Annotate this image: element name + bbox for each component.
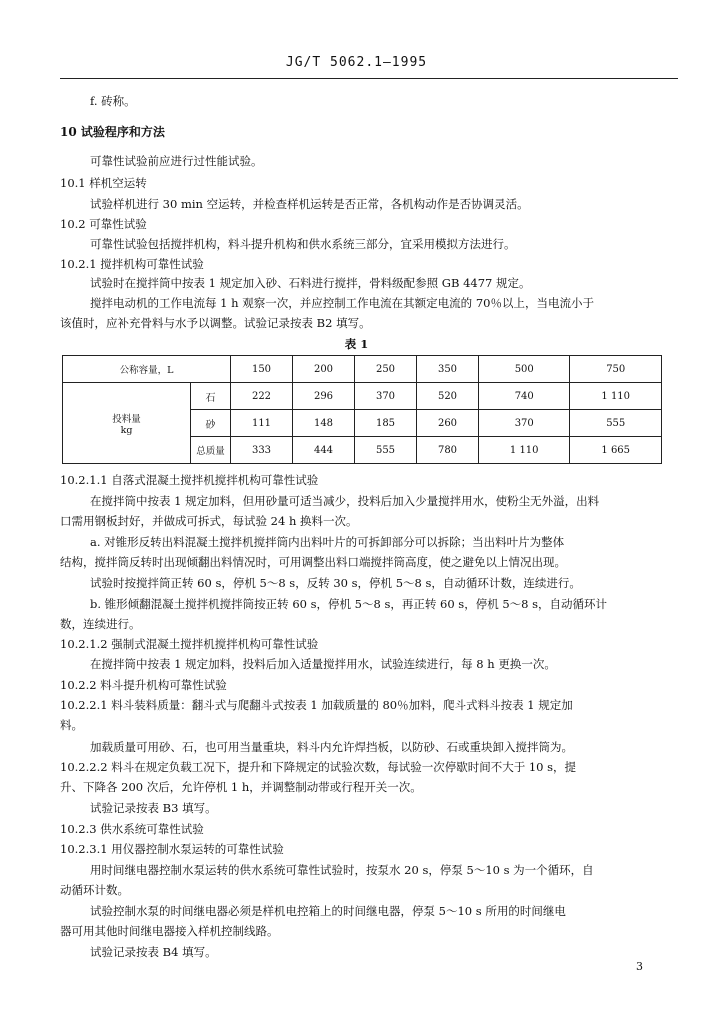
section-10-2-1-heading: 10.2.1 搅拌机构可靠性试验	[60, 257, 204, 271]
table-cell: 370	[355, 383, 417, 410]
row-name: 砂	[191, 410, 231, 437]
item-b-line-1: b. 锥形倾翻混凝土搅拌机搅拌筒按正转 60 s，停机 5～8 s，再正转 60 s，停机 5～8 s，自动循环计	[90, 597, 608, 611]
section-10-2-2-2-line-1: 10.2.2.2 料斗在规定负载工况下，提升和下降规定的试验次数，每试验一次停歇时间不大于 10 s，提	[60, 760, 577, 774]
capacity-cell: 350	[417, 356, 479, 383]
table-cell: 740	[479, 383, 570, 410]
section-10-2-3-1-text-2b: 器可用其他时间继电器接入样机控制线路。	[60, 924, 279, 938]
table-cell: 296	[293, 383, 355, 410]
section-10-2-1-text-2b: 该值时，应补充骨料与水予以调整。试验记录按表 B2 填写。	[60, 316, 371, 330]
section-10-1-heading: 10.1 样机空运转	[60, 176, 147, 190]
table-cell: 444	[293, 437, 355, 464]
section-10-2-1-2-text: 在搅拌筒中按表 1 规定加料，投料后加入适量搅拌用水，试验连续进行，每 8 h 更换一次。	[90, 657, 556, 671]
table-cell: 1 110	[570, 383, 662, 410]
section-10-2-2-1-line-2: 料。	[60, 718, 83, 732]
capacity-cell: 200	[293, 356, 355, 383]
table-cell: 333	[231, 437, 293, 464]
section-10-2-1-1-text-a: 在搅拌筒中按表 1 规定加料，但用砂量可适当减少，投料后加入少量搅拌用水，使粉尘无外溢，出料	[90, 494, 600, 508]
table-cell: 260	[417, 410, 479, 437]
section-10-2-3-heading: 10.2.3 供水系统可靠性试验	[60, 822, 204, 836]
table-1	[62, 355, 662, 464]
section-10-2-1-1-heading: 10.2.1.1 自落式混凝土搅拌机搅拌机构可靠性试验	[60, 473, 319, 487]
table-cell: 222	[231, 383, 293, 410]
section-10-text: 可靠性试验前应进行过性能试验。	[90, 154, 263, 168]
capacity-cell: 150	[231, 356, 293, 383]
section-10-2-heading: 10.2 可靠性试验	[60, 217, 147, 231]
list-item-f: f. 砖称。	[90, 94, 136, 108]
page-number: 3	[636, 960, 643, 973]
section-10-2-text: 可靠性试验包括搅拌机构，料斗提升机构和供水系统三部分，宜采用模拟方法进行。	[90, 237, 516, 251]
section-10-2-3-1-heading: 10.2.3.1 用仪器控制水泵运转的可靠性试验	[60, 842, 284, 856]
document-header: JG/T 5062.1—1995	[285, 55, 428, 70]
row-name: 石	[191, 383, 231, 410]
table-row-stone	[63, 383, 662, 410]
capacity-cell: 500	[479, 356, 570, 383]
table-cell: 520	[417, 383, 479, 410]
section-10-2-3-1-text-1b: 动循环计数。	[60, 883, 129, 897]
item-a-line-1: a. 对锥形反转出料混凝土搅拌机搅拌筒内出料叶片的可拆卸部分可以拆除；当出料叶片为整体	[90, 535, 565, 549]
item-b-line-2: 数，连续进行。	[60, 617, 141, 631]
section-10-2-2-2-line-2: 升、下降各 200 次后，允许停机 1 h，并调整制动带或行程开关一次。	[60, 780, 422, 794]
table-cell: 111	[231, 410, 293, 437]
section-10-1-text: 试验样机进行 30 min 空运转，并检查样机运转是否正常，各机构动作是否协调灵活。	[90, 197, 529, 211]
capacity-label: 公称容量，L	[63, 356, 231, 383]
section-10-2-1-2-heading: 10.2.1.2 强制式混凝土搅拌机搅拌机构可靠性试验	[60, 637, 319, 651]
table-cell: 185	[355, 410, 417, 437]
header-rule	[60, 78, 678, 79]
table-cell: 780	[417, 437, 479, 464]
table-row-capacity	[63, 356, 662, 383]
section-10-2-2-2-text: 试验记录按表 B3 填写。	[90, 801, 217, 815]
section-10-heading: 10 试验程序和方法	[60, 125, 165, 139]
section-10-2-3-1-text-3: 试验记录按表 B4 填写。	[90, 945, 217, 959]
load-group-label	[63, 383, 191, 464]
table-caption: 表 1	[344, 337, 369, 351]
section-10-2-3-1-text-1a: 用时间继电器控制水泵运转的供水系统可靠性试验时，按泵水 20 s，停泵 5～10 s 为一个循环，自	[90, 863, 594, 877]
capacity-cell: 750	[570, 356, 662, 383]
capacity-cell: 250	[355, 356, 417, 383]
load-label: 投料量	[112, 413, 141, 425]
section-10-2-1-text-2a: 搅拌电动机的工作电流每 1 h 观察一次，并应控制工作电流在其额定电流的 70％以上，当电流小于	[90, 296, 594, 310]
table-cell: 370	[479, 410, 570, 437]
table-cell: 555	[570, 410, 662, 437]
row-name: 总质量	[191, 437, 231, 464]
section-10-2-3-1-text-2a: 试验控制水泵的时间继电器必须是样机电控箱上的时间继电器，停泵 5～10 s 所用的时间继电	[90, 904, 566, 918]
table-cell: 148	[293, 410, 355, 437]
section-10-2-2-heading: 10.2.2 料斗提升机构可靠性试验	[60, 678, 227, 692]
table-cell: 1 110	[479, 437, 570, 464]
item-a-line-2: 结构，搅拌筒反转时出现倾翻出料情况时，可用调整出料口端搅拌筒高度，使之避免以上情况出现。	[60, 555, 566, 569]
load-unit: kg	[120, 424, 133, 436]
item-a-line-3: 试验时按搅拌筒正转 60 s，停机 5～8 s，反转 30 s，停机 5～8 s，自动循环计数，连续进行。	[90, 576, 581, 590]
section-10-2-2-1-line-1: 10.2.2.1 料斗装料质量：翻斗式与爬翻斗式按表 1 加载质量的 80％加料，爬斗式料斗按表 1 规定加	[60, 698, 573, 712]
table-cell: 1 665	[570, 437, 662, 464]
section-10-2-1-1-text-b: 口需用钢板封好，并做成可拆式，每试验 24 h 换料一次。	[60, 514, 358, 528]
table-cell: 555	[355, 437, 417, 464]
section-10-2-2-1-text: 加载质量可用砂、石，也可用当量重块，料斗内允许焊挡板，以防砂、石或重块卸入搅拌筒为。	[90, 740, 573, 754]
section-10-2-1-text-1: 试验时在搅拌筒中按表 1 规定加入砂、石料进行搅拌，骨料级配参照 GB 4477 规定。	[90, 276, 531, 290]
